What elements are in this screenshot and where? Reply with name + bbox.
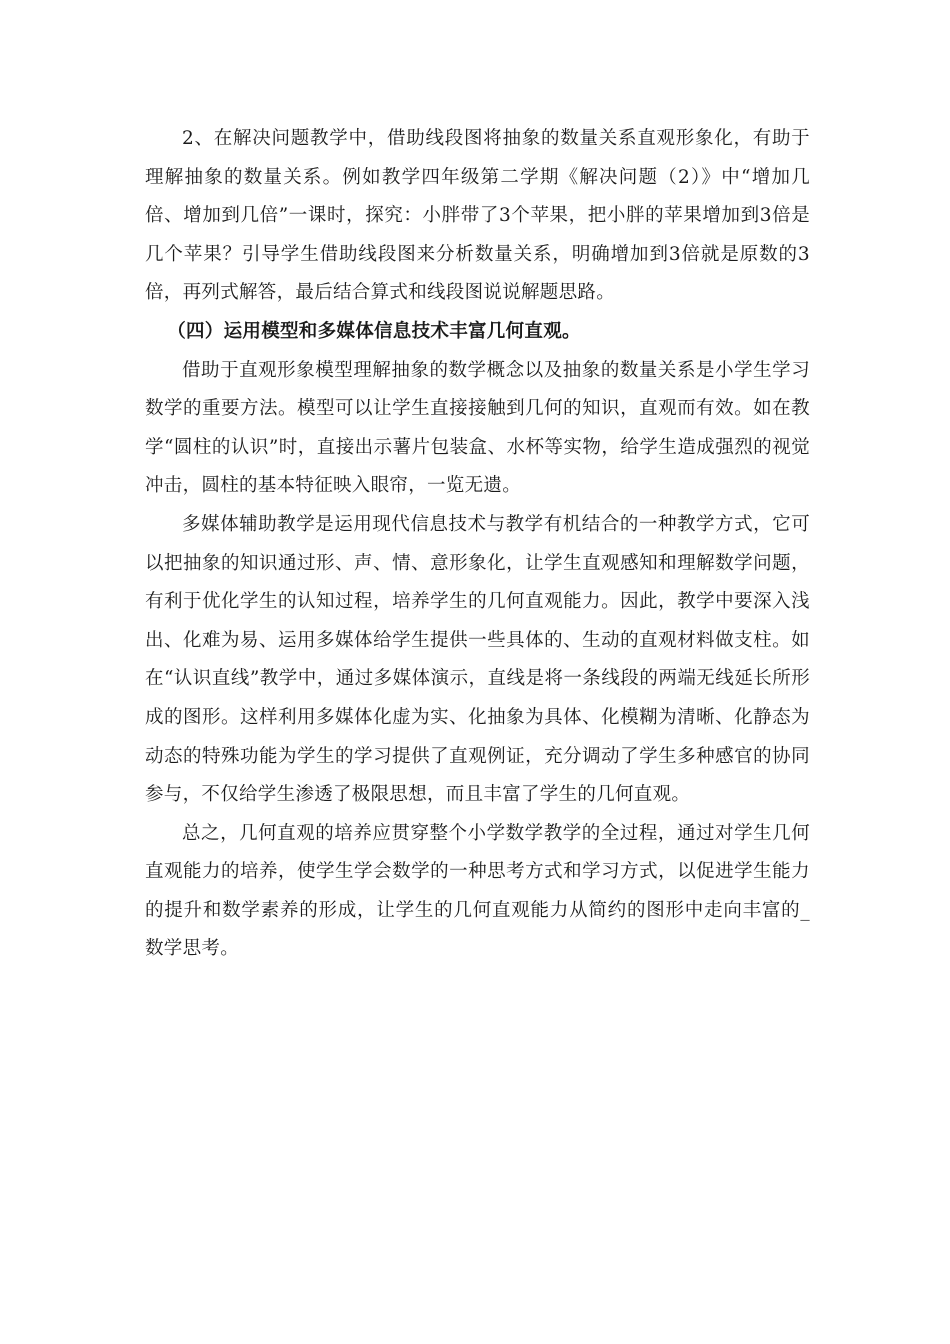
paragraph-conclusion: 总之，几何直观的培养应贯穿整个小学数学教学的全过程，通过对学生几何直观能力的培养，使学生学会数学的一种思考方式和学习方式，以促进学生能力的提升和数学素养的形成，让学生的几何直观能力从简约的图形中走向丰富的_数学思考。: [145, 822, 810, 960]
section-heading-four: （四）运用模型和多媒体信息技术丰富几何直观。: [167, 320, 581, 342]
paragraph-problem-solving: 2、在解决问题教学中，借助线段图将抽象的数量关系直观形象化，有助于理解抽象的数量关系。例如教学四年级第二学期《解决问题（2）》中“增加几倍、增加到几倍”一课时，探究：小胖带了3个苹果，把小胖的苹果增加到3倍是几个苹果？引导学生借助线段图来分析数量关系，明确增加到3倍就是原数的3倍，再列式解答，最后结合算式和线段图说说解题思路。: [145, 128, 810, 304]
paragraph-models: 借助于直观形象模型理解抽象的数学概念以及抽象的数量关系是小学生学习数学的重要方法。模型可以让学生直接接触到几何的知识，直观而有效。如在教学“圆柱的认识”时，直接出示薯片包装盒、水杯等实物，给学生造成强烈的视觉冲击，圆柱的基本特征映入眼帘，一览无遗。: [145, 359, 810, 497]
document-body: [145, 120, 810, 969]
paragraph-multimedia: 多媒体辅助教学是运用现代信息技术与教学有机结合的一种教学方式，它可以把抽象的知识通过形、声、情、意形象化，让学生直观感知和理解数学问题，有利于优化学生的认知过程，培养学生的几何直观能力。因此，教学中要深入浅出、化难为易、运用多媒体给学生提供一些具体的、生动的直观材料做支柱。如在“认识直线”教学中，通过多媒体演示，直线是将一条线段的两端无线延长所形成的图形。这样利用多媒体化虚为实、化抽象为具体、化模糊为清晰、化静态为动态的特殊功能为学生的学习提供了直观例证，充分调动了学生多种感官的协同参与，不仅给学生渗透了极限思想，而且丰富了学生的几何直观。: [145, 513, 810, 806]
